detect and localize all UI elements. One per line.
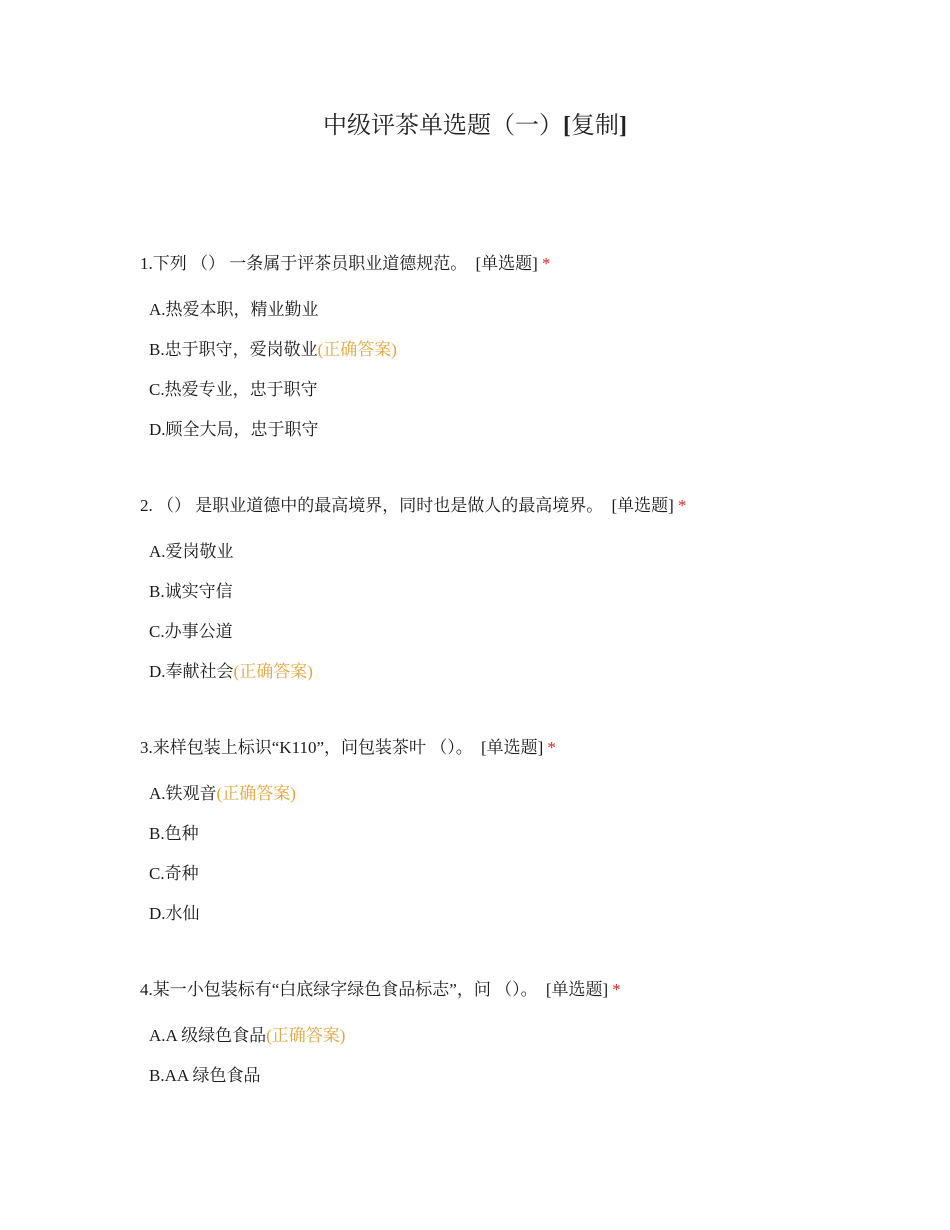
option-d[interactable] bbox=[149, 418, 900, 458]
option-list bbox=[140, 782, 900, 942]
option-list bbox=[140, 298, 900, 458]
title-bracket-open: [ bbox=[563, 113, 571, 139]
option-label: A.爱岗敬业 bbox=[149, 542, 234, 561]
option-b[interactable] bbox=[149, 822, 900, 862]
option-list bbox=[140, 540, 900, 700]
question-text bbox=[140, 494, 900, 518]
correct-answer-tag: (正确答案) bbox=[317, 340, 397, 359]
correct-answer-tag: (正确答案) bbox=[233, 662, 313, 681]
title-bracket-close: ] bbox=[619, 113, 627, 139]
question-2 bbox=[140, 494, 900, 700]
option-label: D.奉献社会 bbox=[149, 662, 234, 681]
required-mark: * bbox=[677, 496, 687, 515]
option-label: B.忠于职守，爱岗敬业 bbox=[149, 340, 318, 359]
option-label: C.热爱专业，忠于职守 bbox=[149, 380, 318, 399]
question-text bbox=[140, 736, 900, 760]
option-label: B.色种 bbox=[149, 824, 199, 843]
option-a[interactable] bbox=[149, 782, 900, 822]
option-label: D.水仙 bbox=[149, 904, 200, 923]
option-a[interactable] bbox=[149, 1024, 900, 1064]
option-b[interactable] bbox=[149, 338, 900, 378]
option-label: B.诚实守信 bbox=[149, 582, 233, 601]
question-stem: 4.某一小包装标有“白底绿字绿色食品标志”，问 （）。 bbox=[140, 980, 538, 999]
option-label: A.A 级绿色食品 bbox=[149, 1026, 267, 1045]
option-d[interactable] bbox=[149, 902, 900, 942]
option-label: A.铁观音 bbox=[149, 784, 217, 803]
option-label: C.奇种 bbox=[149, 864, 199, 883]
question-type: [单选题] bbox=[611, 496, 674, 515]
correct-answer-tag: (正确答案) bbox=[216, 784, 296, 803]
required-mark: * bbox=[547, 738, 556, 757]
question-stem: 2. （） 是职业道德中的最高境界，同时也是做人的最高境界。 bbox=[140, 496, 604, 515]
title-copy-label: 复制 bbox=[571, 113, 619, 139]
page-title bbox=[0, 110, 950, 142]
title-text: 中级评茶单选题（一） bbox=[323, 113, 563, 139]
question-text bbox=[140, 252, 900, 276]
question-4 bbox=[140, 978, 900, 1104]
option-c[interactable] bbox=[149, 862, 900, 902]
question-1 bbox=[140, 252, 900, 458]
option-d[interactable] bbox=[149, 660, 900, 700]
option-c[interactable] bbox=[149, 378, 900, 418]
question-type: [单选题] bbox=[545, 980, 609, 999]
option-a[interactable] bbox=[149, 298, 900, 338]
option-b[interactable] bbox=[149, 580, 900, 620]
option-label: D.顾全大局，忠于职守 bbox=[149, 420, 319, 439]
question-type: [单选题] bbox=[481, 738, 544, 757]
option-c[interactable] bbox=[149, 620, 900, 660]
question-stem: 3.来样包装上标识“K110”，问包装茶叶 （）。 bbox=[140, 738, 473, 757]
correct-answer-tag: (正确答案) bbox=[266, 1026, 346, 1045]
question-text bbox=[140, 978, 900, 1002]
option-label: C.办事公道 bbox=[149, 622, 233, 641]
required-mark: * bbox=[612, 980, 621, 999]
option-a[interactable] bbox=[149, 540, 900, 580]
option-label: B.AA 绿色食品 bbox=[149, 1066, 261, 1085]
option-label: A.热爱本职，精业勤业 bbox=[149, 300, 319, 319]
question-3 bbox=[140, 736, 900, 942]
question-type: [单选题] bbox=[475, 254, 538, 273]
option-b[interactable] bbox=[149, 1064, 900, 1104]
question-stem: 1.下列 （） 一条属于评茶员职业道德规范。 bbox=[140, 254, 468, 273]
required-mark: * bbox=[541, 254, 551, 273]
option-list bbox=[140, 1024, 900, 1104]
